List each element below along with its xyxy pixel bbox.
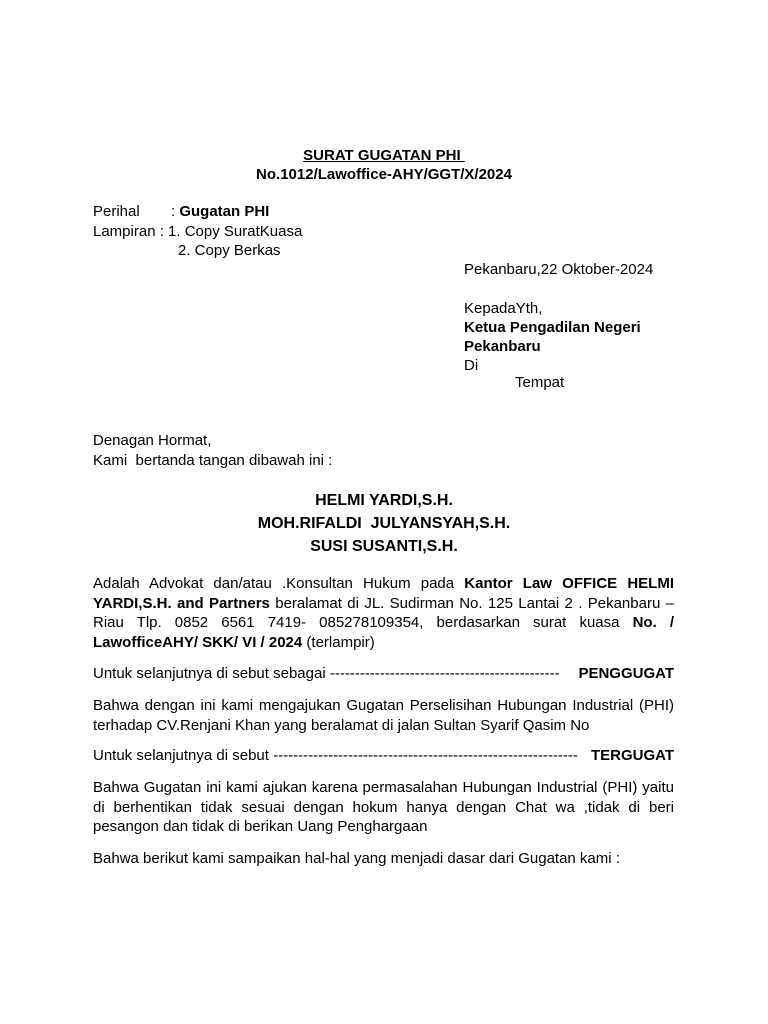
place-date: Pekanbaru,22 Oktober-2024 xyxy=(464,261,654,278)
advocate-name-1: HELMI YARDI,S.H. xyxy=(315,492,453,509)
paragraph-claim: Bahwa dengan ini kami mengajukan Gugatan Perselisihan Hubungan Industrial (PHI) terhadap CV.Renjani Khan yang beralamat di jalan Sultan Syarif Qasim No xyxy=(93,697,674,734)
salutation: Denagan Hormat, xyxy=(93,432,212,449)
p1-text-c: beralamat di JL. Sudirman No. 125 Lantai 2 . Pekanbaru – Riau Tlp. 0852 6561 7419- 085278109354, berdasarkan surat kuasa xyxy=(93,594,674,631)
recipient-di: Di xyxy=(464,357,479,374)
penggugat-dashes: ---------------------------------------------- xyxy=(329,665,560,682)
tergugat-label: TERGUGAT xyxy=(590,747,674,764)
perihal-separator: : xyxy=(171,203,180,220)
p1-text-a: Adalah Advokat dan/atau .Konsultan Hukum pada xyxy=(93,575,465,592)
paragraph-advocate-info xyxy=(93,574,674,652)
p1-power-of-attorney-number: No. / LawofficeAHY/ SKK/ VI / 2024 xyxy=(93,614,675,651)
paragraph-basis: Bahwa berikut kami sampaikan hal-hal yang menjadi dasar dari Gugatan kami : xyxy=(93,850,620,867)
lampiran-item-1: 1. Copy SuratKuasa xyxy=(168,223,303,240)
intro-line: Kami bertanda tangan dibawah ini : xyxy=(93,452,333,469)
recipient-addressee-line1: Ketua Pengadilan Negeri xyxy=(464,319,641,336)
tergugat-line xyxy=(93,746,674,765)
paragraph-reason: Bahwa Gugatan ini kami ajukan karena permasalahan Hubungan Industrial (PHI) yaitu di berhentikan tidak sesuai dengan hokum hanya dengan Chat wa ,tidak di beri pesangon dan tidak di berikan Uang Penghargaan xyxy=(93,779,674,835)
tergugat-dashes: ------------------------------------------------------------- xyxy=(273,747,578,764)
penggugat-prefix: Untuk selanjutnya di sebut sebagai xyxy=(93,665,330,682)
penggugat-line xyxy=(93,664,674,683)
p1-text-e: (terlampir) xyxy=(302,633,375,651)
lampiran-item-2: 2. Copy Berkas xyxy=(178,242,281,259)
penggugat-label: PENGGUGAT xyxy=(578,665,674,682)
p1-law-office: Kantor Law OFFICE HELMI YARDI,S.H. and Partners xyxy=(93,575,674,612)
document-number: No.1012/Lawoffice-AHY/GGT/X/2024 xyxy=(256,166,512,183)
tergugat-prefix: Untuk selanjutnya di sebut xyxy=(93,747,274,764)
advocate-name-3: SUSI SUSANTI,S.H. xyxy=(310,538,458,555)
recipient-addressee-line2: Pekanbaru xyxy=(464,338,541,355)
perihal-value: Gugatan PHI xyxy=(179,203,270,220)
lampiran-label: Lampiran : xyxy=(93,223,169,240)
advocate-name-2: MOH.RIFALDI JULYANSYAH,S.H. xyxy=(257,515,511,532)
recipient-tempat: Tempat xyxy=(515,374,565,391)
document-title: SURAT GUGATAN PHI xyxy=(303,147,465,164)
perihal-label: Perihal xyxy=(93,203,140,220)
perihal-field xyxy=(171,202,269,221)
recipient-greeting: KepadaYth, xyxy=(464,300,543,317)
lampiran-field xyxy=(93,222,302,241)
